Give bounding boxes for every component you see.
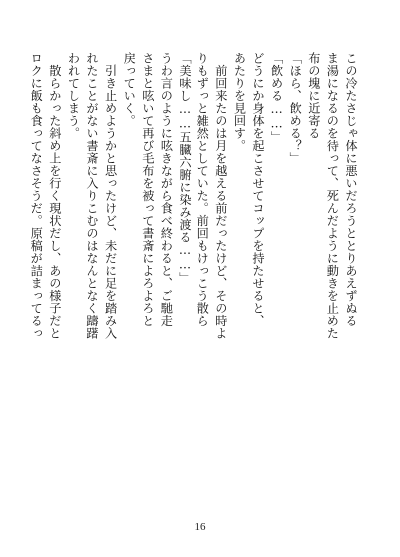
- text-column-left: 「美味し……五臓六腑に染み渡る……」 うわ言のように呟きながら食べ終わると、ご馳走 さまと呟いて再び毛布を被って書斎によろよろと 戻っていく。 引き止めようかと思ったけど、未だに足を踏み入 れたことがない書斎に入りこむのはなんとなく躊躇 われてしまう。 散らかった斜め上を行く現状だし、あの様子だと ロクに飯も食ってなさそうだ。原稿が詰まってるっ: [29, 52, 192, 340]
- text-column-right: この冷たさじゃ体に悪いだろうととりあえずぬる ま湯になるのを待って、死んだように動きを止めた 布の塊に近寄る 「ほら、飲める？」 「飲める……」 どうにか身体を起こさせてコップを持たせると、 あたりを見回す。 前回来たのは月を越える前だったけど、その時よ りもずっと雑然としていた。前回もけっこう散ら: [195, 52, 358, 340]
- page-number: 16: [194, 521, 206, 533]
